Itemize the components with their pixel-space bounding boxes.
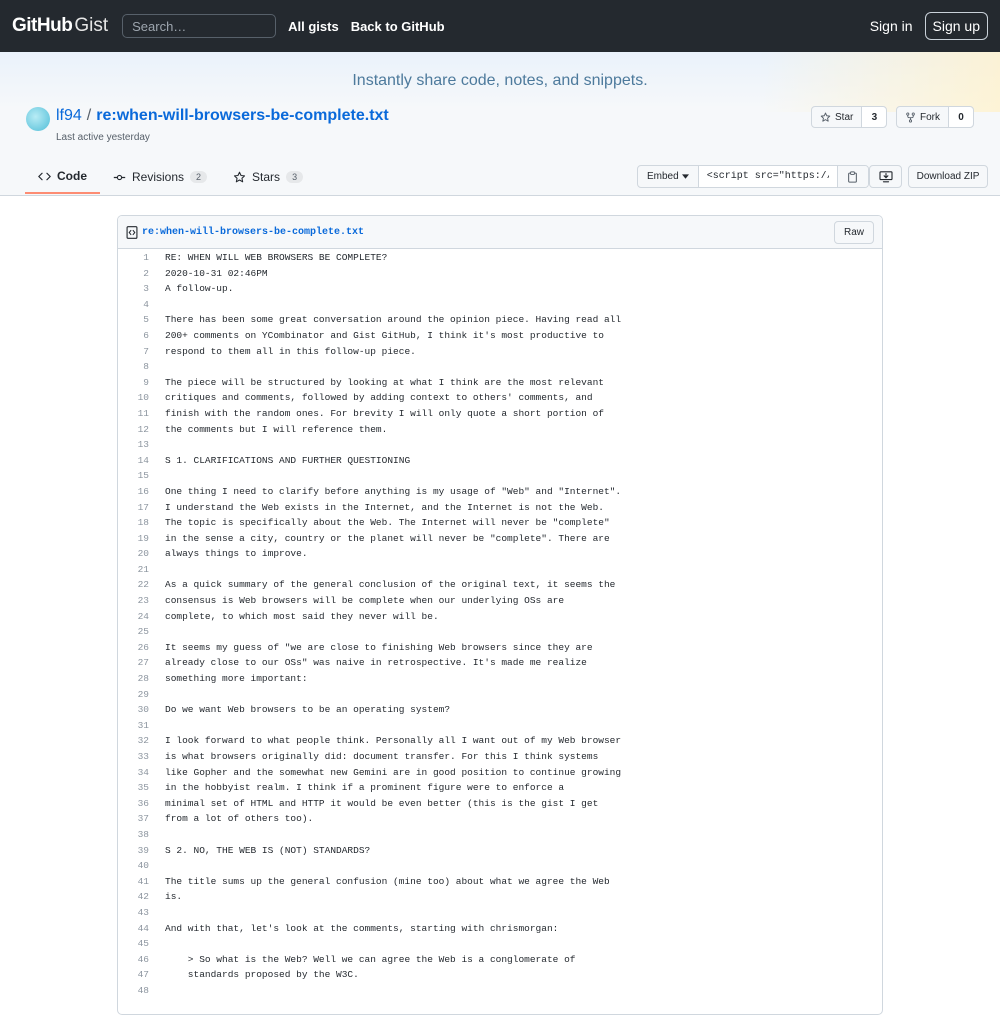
- line-text: It seems my guess of "we are close to finishing Web browsers since they are: [165, 641, 593, 653]
- line-number[interactable]: 48: [137, 984, 149, 996]
- line-text: [149, 437, 165, 453]
- tab-stars-label: Stars: [252, 170, 281, 184]
- fork-label: Fork: [920, 111, 940, 123]
- title-separator: /: [86, 107, 92, 124]
- line-text: The topic is specifically about the Web. The Internet will never be "complete": [165, 517, 610, 529]
- line-number[interactable]: 44: [137, 922, 149, 934]
- line-number[interactable]: 12: [137, 423, 149, 435]
- line-text: already close to our OSs" was naive in retrospective. It's made me realize: [165, 657, 587, 669]
- line-text: is what browsers originally did: document transfer. For this I think systems: [165, 751, 599, 762]
- file-name-link[interactable]: re:when-will-browsers-be-complete.txt: [142, 226, 365, 238]
- line-number[interactable]: 3: [143, 283, 149, 295]
- code-line: [118, 671, 882, 687]
- line-number[interactable]: 19: [137, 532, 149, 544]
- code-line: [118, 281, 882, 297]
- line-number[interactable]: 4: [143, 298, 149, 310]
- line-text: A follow-up.: [165, 283, 234, 295]
- line-text: S 2. NO, THE WEB IS (NOT) STANDARDS?: [165, 844, 371, 856]
- line-text: [149, 359, 165, 375]
- file-box: [117, 215, 883, 1015]
- code-line: [118, 531, 882, 547]
- sign-in-link[interactable]: Sign in: [869, 18, 913, 34]
- logo-gist-text: Gist: [74, 15, 109, 36]
- fork-icon: [905, 112, 916, 123]
- avatar[interactable]: [26, 107, 50, 131]
- code-line: [118, 983, 882, 999]
- code-line: [118, 749, 882, 765]
- download-zip-button[interactable]: Download ZIP: [908, 165, 988, 188]
- code-line: [118, 655, 882, 671]
- code-line: [118, 765, 882, 781]
- code-line: [118, 609, 882, 625]
- code-line: [118, 843, 882, 859]
- code-line: [118, 468, 882, 484]
- line-number[interactable]: 42: [137, 891, 149, 903]
- line-number[interactable]: 47: [137, 969, 149, 981]
- line-number[interactable]: 23: [137, 595, 149, 607]
- nav-all-gists[interactable]: All gists: [288, 18, 339, 34]
- code-line: [118, 344, 882, 360]
- line-text: in the hobbyist realm. I think if a prominent figure were to enforce a: [165, 782, 565, 794]
- line-number[interactable]: 10: [137, 392, 149, 404]
- code-line: [118, 967, 882, 983]
- code-line: [118, 328, 882, 344]
- code-line: [118, 593, 882, 609]
- desktop-download-icon: [879, 171, 893, 183]
- line-text: [149, 297, 165, 313]
- tab-code[interactable]: [25, 160, 100, 194]
- code-line: [118, 484, 882, 500]
- line-number[interactable]: 29: [137, 688, 149, 700]
- code-line: [118, 811, 882, 827]
- star-label: Star: [835, 111, 854, 123]
- line-number[interactable]: 2: [143, 267, 149, 279]
- nav-back-to-github[interactable]: Back to GitHub: [350, 18, 445, 34]
- line-text: [149, 827, 165, 843]
- line-text: respond to them all in this follow-up piece.: [165, 345, 416, 357]
- code-line: [118, 453, 882, 469]
- line-text: [149, 718, 165, 734]
- code-line: [118, 437, 882, 453]
- line-number[interactable]: 27: [137, 657, 149, 669]
- line-number[interactable]: 37: [137, 813, 149, 825]
- line-number[interactable]: 34: [137, 766, 149, 778]
- revisions-counter: 2: [190, 171, 207, 183]
- open-desktop-button[interactable]: [869, 165, 902, 188]
- code-line: [118, 422, 882, 438]
- code-line: [118, 921, 882, 937]
- star-button[interactable]: [811, 106, 887, 128]
- line-number[interactable]: 25: [137, 626, 149, 638]
- code-line: [118, 889, 882, 905]
- line-text: I understand the Web exists in the Internet, and the Internet is not the Web.: [165, 501, 604, 513]
- search-input[interactable]: [122, 14, 276, 38]
- file-header: [118, 216, 882, 249]
- code-icon: [38, 171, 51, 182]
- copy-button[interactable]: [838, 166, 868, 187]
- code-line: [118, 359, 882, 375]
- star-count[interactable]: 3: [862, 107, 886, 127]
- code-line: [118, 827, 882, 843]
- caret-down-icon: [682, 174, 689, 179]
- line-number[interactable]: 5: [143, 314, 149, 326]
- line-number[interactable]: 6: [143, 329, 149, 341]
- code-line: [118, 375, 882, 391]
- line-number[interactable]: 46: [137, 953, 149, 965]
- stars-counter: 3: [286, 171, 303, 183]
- tab-revisions-label: Revisions: [132, 170, 185, 184]
- star-icon: [820, 112, 831, 123]
- tab-code-label: Code: [57, 169, 87, 183]
- code-line: [118, 250, 882, 266]
- line-text: complete, to which most said they never will be.: [165, 610, 439, 622]
- line-text: > So what is the Web? Well we can agree the Web is a conglomerate of: [165, 953, 576, 965]
- line-number[interactable]: 43: [137, 906, 149, 918]
- github-gist-logo[interactable]: [12, 15, 108, 37]
- line-text: minimal set of HTML and HTTP it would be even better (this is the gist I get: [165, 797, 599, 809]
- line-number[interactable]: 36: [137, 797, 149, 809]
- line-text: standards proposed by the W3C.: [165, 969, 359, 981]
- line-text: S 1. CLARIFICATIONS AND FURTHER QUESTIONING: [165, 454, 411, 466]
- tab-stars[interactable]: [220, 160, 316, 194]
- code-line: [118, 500, 882, 516]
- line-text: the comments but I will reference them.: [165, 423, 388, 435]
- code-line: [118, 515, 882, 531]
- line-number[interactable]: 24: [137, 610, 149, 622]
- line-text: As a quick summary of the general conclusion of the original text, it seems the: [165, 579, 616, 591]
- line-text: [149, 687, 165, 703]
- line-number[interactable]: 21: [137, 563, 149, 575]
- sign-up-button[interactable]: Sign up: [925, 12, 988, 40]
- line-text: [149, 905, 165, 921]
- line-number[interactable]: 18: [137, 517, 149, 529]
- code-line: [118, 546, 882, 562]
- line-number[interactable]: 8: [143, 361, 149, 373]
- code-line: [118, 905, 882, 921]
- code-line: [118, 562, 882, 578]
- line-text: like Gopher and the somewhat new Gemini are in good position to continue growing: [165, 766, 622, 778]
- line-number[interactable]: 33: [137, 751, 149, 762]
- last-active-text: Last active yesterday: [56, 132, 150, 143]
- line-text: I look forward to what people think. Personally all I want out of my Web browser: [165, 735, 622, 747]
- line-text: RE: WHEN WILL WEB BROWSERS BE COMPLETE?: [165, 252, 388, 263]
- code-line: [118, 733, 882, 749]
- tagline: Instantly share code, notes, and snippets.: [352, 72, 648, 89]
- file-code-icon: [126, 226, 138, 239]
- code-line: [118, 702, 882, 718]
- gist-tabs: [25, 160, 316, 196]
- line-number[interactable]: 39: [137, 844, 149, 856]
- code-line: [118, 718, 882, 734]
- line-text: The title sums up the general confusion (mine too) about what we agree the Web: [165, 875, 610, 887]
- line-number[interactable]: 45: [137, 938, 149, 950]
- fork-count[interactable]: 0: [949, 107, 973, 127]
- owner-link[interactable]: lf94: [56, 107, 82, 124]
- line-text: [149, 983, 165, 999]
- line-text: consensus is Web browsers will be complete when our underlying OSs are: [165, 595, 565, 607]
- embed-label: Embed: [647, 171, 679, 182]
- fork-button[interactable]: [896, 106, 974, 128]
- line-number[interactable]: 13: [137, 439, 149, 451]
- line-number[interactable]: 20: [137, 548, 149, 560]
- line-text: [149, 468, 165, 484]
- gist-name-link[interactable]: re:when-will-browsers-be-complete.txt: [96, 107, 389, 124]
- line-number[interactable]: 11: [137, 407, 149, 419]
- line-number[interactable]: 7: [143, 345, 149, 357]
- line-number[interactable]: 1: [143, 252, 149, 263]
- line-text: critiques and comments, followed by adding context to others' comments, and: [165, 392, 593, 404]
- code-line: [118, 266, 882, 282]
- line-text: And with that, let's look at the comments, starting with chrismorgan:: [165, 922, 559, 934]
- line-number[interactable]: 14: [137, 454, 149, 466]
- code-line: [118, 936, 882, 952]
- code-line: [118, 858, 882, 874]
- line-text: There has been some great conversation around the opinion piece. Having read all: [165, 314, 622, 326]
- gist-title: [56, 107, 389, 125]
- line-text: The piece will be structured by looking at what I think are the most relevant: [165, 376, 604, 388]
- line-number[interactable]: 15: [137, 470, 149, 482]
- star-icon: [233, 171, 246, 184]
- line-text: [149, 624, 165, 640]
- line-text: in the sense a city, country or the planet will never be "complete". There are: [165, 532, 610, 544]
- line-text: 200+ comments on YCombinator and Gist GitHub, I think it's most productive to: [165, 329, 604, 341]
- embed-dropdown[interactable]: [638, 166, 699, 187]
- line-number[interactable]: 40: [137, 860, 149, 872]
- line-text: [149, 858, 165, 874]
- line-text: finish with the random ones. For brevity I will only quote a short portion of: [165, 407, 604, 419]
- top-navbar: [0, 0, 1000, 52]
- embed-url-field[interactable]: [699, 166, 838, 187]
- code-view: [118, 249, 882, 999]
- code-line: [118, 952, 882, 968]
- embed-group: [637, 165, 869, 188]
- logo-github-text: GitHub: [12, 15, 73, 36]
- line-number[interactable]: 22: [137, 579, 149, 591]
- code-line: [118, 640, 882, 656]
- code-line: [118, 390, 882, 406]
- line-number[interactable]: 30: [137, 704, 149, 716]
- line-number[interactable]: 38: [137, 828, 149, 840]
- line-number[interactable]: 31: [137, 719, 149, 731]
- line-text: Do we want Web browsers to be an operating system?: [165, 704, 451, 716]
- line-number[interactable]: 28: [137, 673, 149, 685]
- line-text: 2020-10-31 02:46PM: [165, 267, 268, 279]
- line-number[interactable]: 16: [137, 485, 149, 497]
- line-text: is.: [165, 891, 183, 903]
- code-line: [118, 687, 882, 703]
- line-text: One thing I need to clarify before anything is my usage of "Web" and "Internet".: [165, 485, 622, 497]
- code-line: [118, 406, 882, 422]
- tab-revisions[interactable]: [100, 160, 220, 194]
- commit-icon: [113, 172, 126, 183]
- code-line: [118, 874, 882, 890]
- line-text: something more important:: [165, 673, 308, 685]
- raw-button[interactable]: Raw: [834, 221, 874, 244]
- code-line: [118, 577, 882, 593]
- code-line: [118, 796, 882, 812]
- code-line: [118, 624, 882, 640]
- line-number[interactable]: 35: [137, 782, 149, 794]
- line-number[interactable]: 41: [137, 875, 149, 887]
- line-number[interactable]: 26: [137, 641, 149, 653]
- line-text: [149, 562, 165, 578]
- line-number[interactable]: 17: [137, 501, 149, 513]
- clipboard-icon: [847, 171, 858, 183]
- code-line: [118, 312, 882, 328]
- line-number[interactable]: 32: [137, 735, 149, 747]
- code-line: [118, 780, 882, 796]
- line-text: always things to improve.: [165, 548, 308, 560]
- line-text: [149, 936, 165, 952]
- line-text: from a lot of others too).: [165, 813, 314, 825]
- code-line: [118, 297, 882, 313]
- line-number[interactable]: 9: [143, 376, 149, 388]
